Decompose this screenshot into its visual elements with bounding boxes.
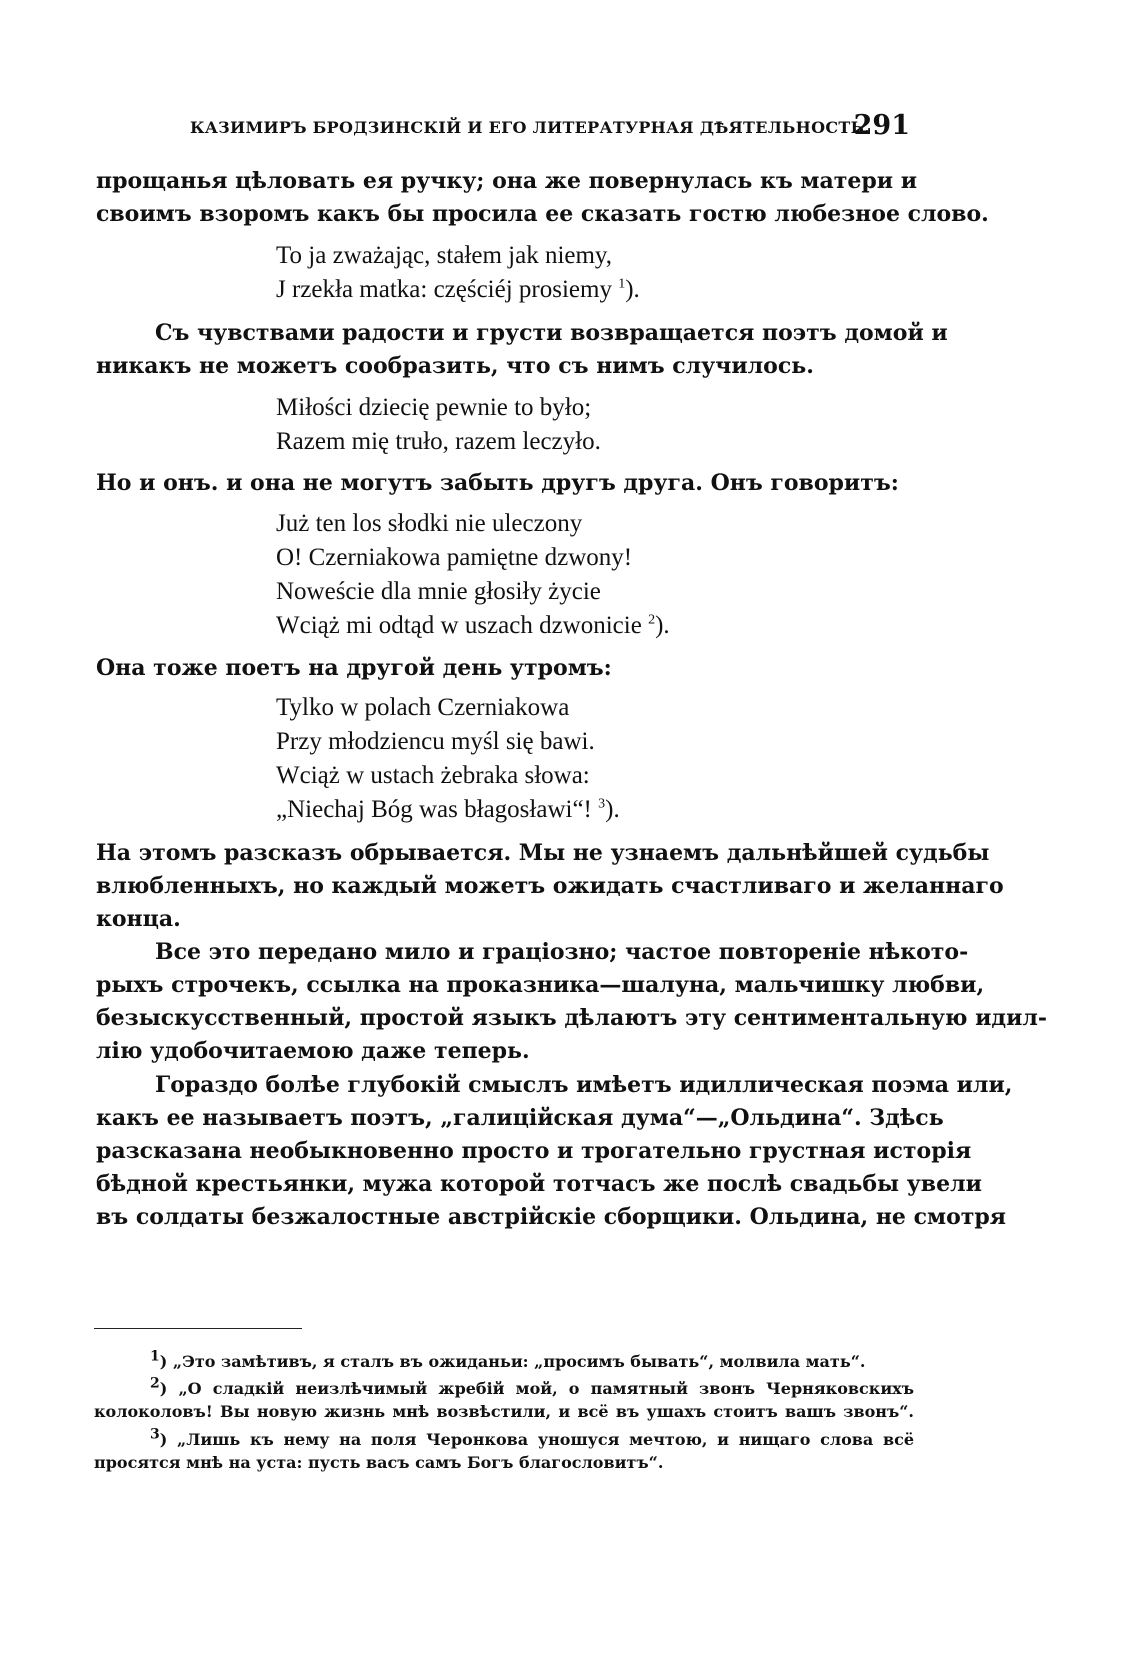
paragraph-line: Все это передано мило и граціозно; частое повтореніе нѣкото-	[155, 939, 969, 965]
paragraph-line: влюбленныхъ, но каждый можетъ ожидать счастливаго и желаннаго	[96, 873, 1004, 899]
verse-line: Wciąż mi odtąd w uszach dzwonicie $^2$).	[276, 612, 670, 639]
paragraph-line: бѣдной крестьянки, мужа которой тотчасъ же послѣ свадьбы увели	[96, 1171, 982, 1197]
verse-line: „Niechaj Bóg was błagosławi“! $^3$).	[276, 796, 620, 823]
paragraph-line: лію удобочитаемою даже теперь.	[96, 1038, 530, 1064]
verse-line: J rzekła matka: częściéj prosiemy $^1$).	[276, 276, 640, 303]
verse-line: Wciąż w ustach żebraka słowa:	[276, 762, 590, 789]
paragraph-line: никакъ не можетъ сообразить, что съ нимъ случилось.	[96, 353, 814, 379]
verse-line: Przy młodziencu myśl się bawi.	[276, 728, 595, 755]
paragraph-line: конца.	[96, 906, 181, 932]
running-header	[120, 110, 910, 150]
footnote-ref: 1	[618, 276, 626, 292]
verse-line: To ja zważając, stałem jak niemy,	[276, 242, 613, 269]
verse-line: Tylko w polach Czerniakowa	[276, 694, 570, 721]
footnote-1: $^1$) „Это замѣтивъ, я сталъ въ ожиданьи: „просимъ бывать“, молвила мать“.	[150, 1348, 866, 1371]
verse-line: Już ten los słodki nie uleczony	[276, 510, 583, 537]
footnote-mark: 3	[150, 1426, 160, 1443]
verse-line: Miłości dziecię pewnie to było;	[276, 394, 592, 421]
paragraph-line: безыскусственный, простой языкъ дѣлаютъ эту сентиментальную идил-	[96, 1005, 1048, 1031]
paragraph-line: Но и онъ. и она не могутъ забыть другъ друга. Онъ говоритъ:	[96, 470, 899, 496]
footnote-ref: 3	[598, 796, 606, 812]
footnote-ref: 2	[648, 612, 656, 628]
verse-line: Noweście dla mnie głosiły życie	[276, 578, 601, 605]
footnote-mark: 2	[150, 1375, 160, 1392]
page-number: 291	[853, 110, 910, 141]
paragraph-line: разсказана необыкновенно просто и трогательно грустная исторія	[96, 1138, 972, 1164]
footnote-divider	[94, 1328, 302, 1329]
footnote-mark: 1	[150, 1348, 160, 1365]
running-title: КАЗИМИРЪ БРОДЗИНСКІЙ И ЕГО ЛИТЕРАТУРНАЯ ДѢЯТЕЛЬНОСТЬ.	[190, 118, 870, 137]
paragraph-line: Съ чувствами радости и грусти возвращается поэтъ домой и	[155, 320, 948, 346]
paragraph-line: рыхъ строчекъ, ссылка на проказника—шалуна, мальчишку любви,	[96, 972, 985, 998]
footnote-2-cont: колоколовъ! Вы новую жизнь мнѣ возвѣстили, и всё въ ушахъ стоитъ вашъ звонъ“.	[94, 1402, 914, 1421]
paragraph-line: прощанья цѣловать ея ручку; она же повернулась къ матери и	[96, 168, 918, 194]
verse-line: O! Czerniakowa pamiętne dzwony!	[276, 544, 633, 571]
footnote-2: $^2$) „О сладкій неизлѣчимый жребій мой, о памятный звонъ Черняковскихъ	[150, 1375, 914, 1398]
paragraph-line: Она тоже поетъ на другой день утромъ:	[96, 655, 612, 681]
paragraph-line: своимъ взоромъ какъ бы просила ее сказать гостю любезное слово.	[96, 201, 989, 227]
footnote-3: $^3$) „Лишь къ нему на поля Черонкова уношуся мечтою, и нищаго слова всё	[150, 1426, 914, 1449]
footnote-3-cont: просятся мнѣ на уста: пусть васъ самъ Богъ благословитъ“.	[94, 1453, 664, 1472]
verse-line: Razem mię truło, razem leczyło.	[276, 428, 601, 455]
paragraph-line: Гораздо болѣе глубокій смыслъ имѣетъ идиллическая поэма или,	[155, 1072, 1013, 1098]
paragraph-line: какъ ее называетъ поэтъ, „галиційская дума“—„Ольдина“. Здѣсь	[96, 1105, 944, 1131]
paragraph-line: На этомъ разсказъ обрывается. Мы не узнаемъ дальнѣйшей судьбы	[96, 840, 990, 866]
paragraph-line: въ солдаты безжалостные австрійскіе сборщики. Ольдина, не смотря	[96, 1204, 1007, 1230]
